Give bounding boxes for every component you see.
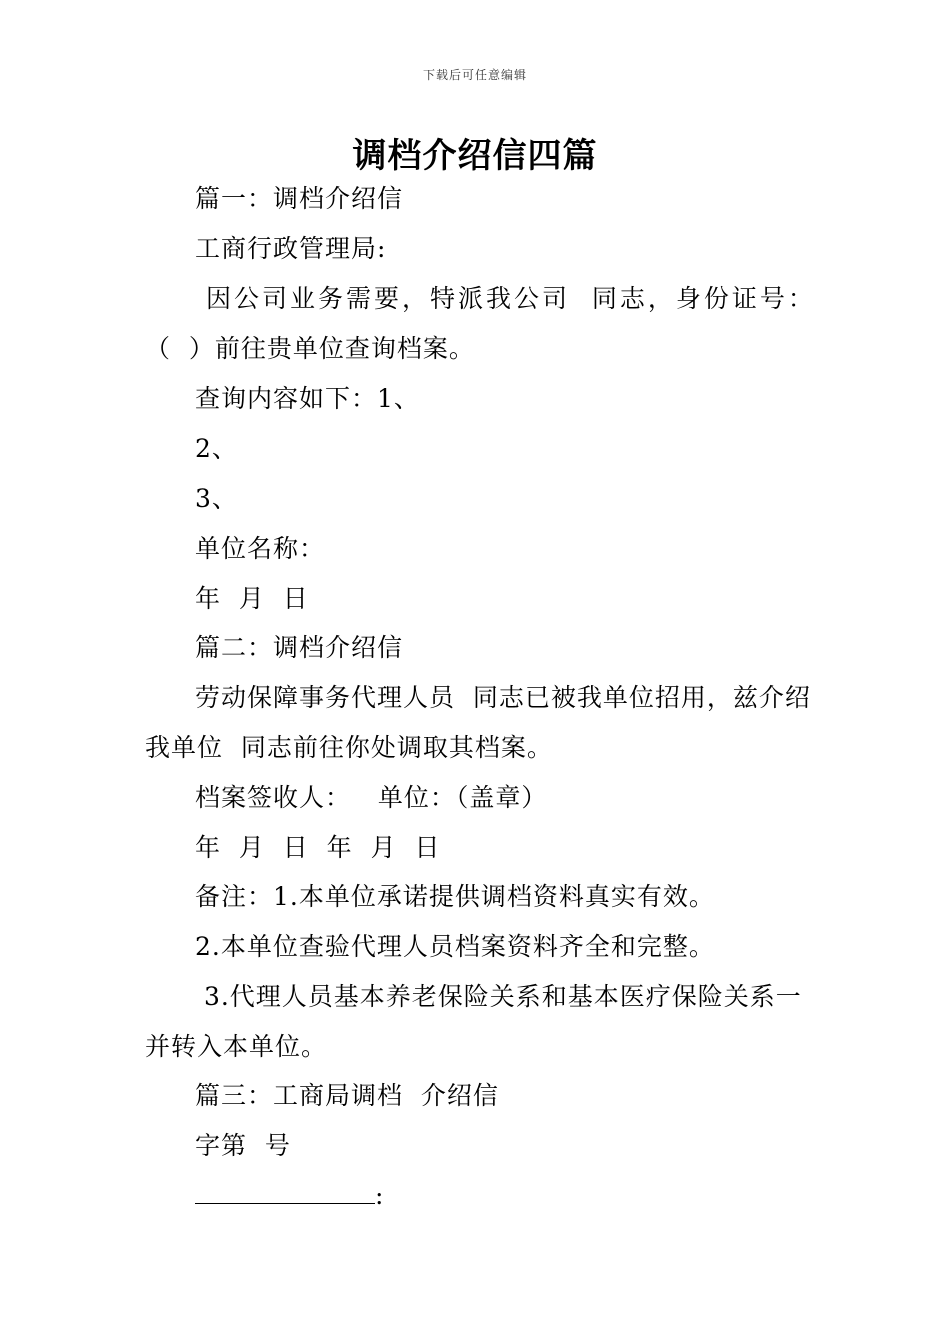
colon: : xyxy=(375,1181,385,1210)
date-line: 年 月 日 xyxy=(195,584,309,613)
list-item: 3、 xyxy=(195,484,238,513)
list-item: 2、 xyxy=(195,434,238,463)
header-note: 下载后可任意编辑 xyxy=(422,68,527,82)
fill-in-blank xyxy=(195,1183,375,1204)
section-heading-2: 篇二：调档介绍信 xyxy=(195,633,404,662)
remark-line: 2.本单位查验代理人员档案资料齐全和完整。 xyxy=(195,932,715,961)
reference-number-line: 字第 号 xyxy=(195,1131,291,1160)
remark-line: 备注：1.本单位承诺提供调档资料真实有效。 xyxy=(195,882,715,911)
paragraph-line: 我单位 同志前往你处调取其档案。 xyxy=(145,733,553,762)
remark-line: 3.代理人员基本养老保险关系和基本医疗保险关系一 xyxy=(195,982,802,1011)
query-content-line: 查询内容如下：1、 xyxy=(195,384,420,413)
paragraph-line: （ ）前往贵单位查询档案。 xyxy=(145,334,475,363)
remark-line: 并转入本单位。 xyxy=(145,1032,328,1061)
recipient-line: 工商行政管理局: xyxy=(195,234,387,263)
paragraph-line: 劳动保障事务代理人员 同志已被我单位招用，兹介绍 xyxy=(195,683,811,712)
addressee-blank-line xyxy=(195,1181,384,1211)
signature-line: 档案签收人： 单位：（盖章） xyxy=(195,783,548,812)
document-title: 调档介绍信四篇 xyxy=(352,136,598,176)
section-heading-1: 篇一：调档介绍信 xyxy=(195,184,404,213)
paragraph-line: 因公司业务需要，特派我公司 同志，身份证号： xyxy=(195,284,816,313)
unit-name-line: 单位名称： xyxy=(195,534,326,563)
section-heading-3: 篇三：工商局调档 介绍信 xyxy=(195,1081,499,1110)
date-line: 年 月 日 年 月 日 xyxy=(195,833,441,862)
